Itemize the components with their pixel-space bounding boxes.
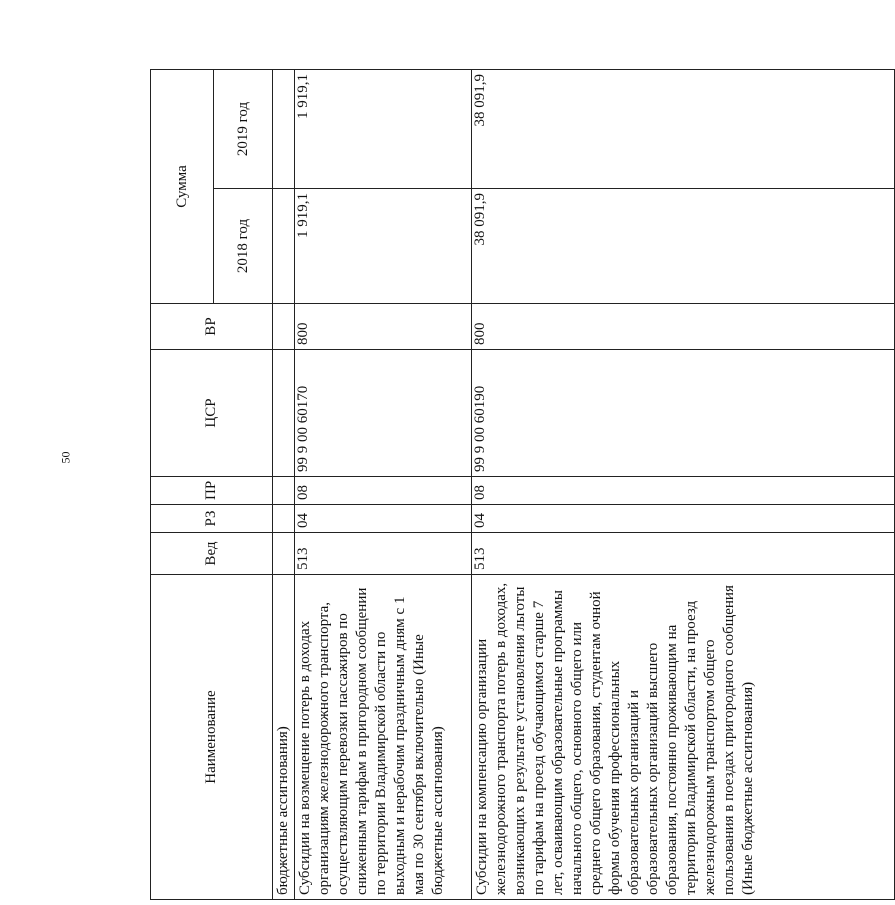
row-rz: 04 [472,505,895,533]
row-sum-2018: 38 091,9 [472,189,895,304]
table-row [295,69,472,899]
row-name: Субсидии на возмещение потерь в доходах организациям железнодорожного транспорта, осуществляющим перевозки пассажиров по сниженным тарифам в пригородном сообщении по территории Владимирской области по выходным и нерабочим праздничным дням с 1 мая по 30 сентября включительно (Иные бюджетные ассигнования) [295,575,472,900]
header-name: Наименование [151,575,273,900]
header-sum: Сумма [151,69,214,303]
header-pr: ПР [151,477,273,505]
header-csr: ЦСР [151,350,273,477]
row-pr: 08 [472,477,895,505]
header-vr: ВР [151,304,273,350]
row-sum-2019: 38 091,9 [472,69,895,188]
header-rz: РЗ [151,505,273,533]
row-ved: 513 [472,533,895,575]
page-number: 50 [58,451,73,464]
row-rz: 04 [295,505,472,533]
continuation-text: бюджетные ассигнования) [273,575,295,900]
row-name: Субсидии на компенсацию организации железнодорожного транспорта потерь в доходах, возникающих в результате установления льготы по тарифам на проезд обучающимся старше 7 лет, осваивающим образовательные программы начального общего, основного общего или среднего общего образования, студентам очной формы обучения профессиональных образовательных организаций и образовательных организаций высшего образования, постоянно проживающим на территории Владимирской области, на проезд железнодорожным транспортом общего пользования в поездах пригородного сообщения (Иные бюджетные ассигнования) [472,575,895,900]
row-sum-2018: 1 919,1 [295,189,472,304]
row-pr: 08 [295,477,472,505]
budget-table [150,69,895,900]
row-csr: 99 9 00 60190 [472,350,895,477]
header-ved: Вед [151,533,273,575]
continuation-row [273,69,295,899]
row-sum-2019: 1 919,1 [295,69,472,188]
row-vr: 800 [295,304,472,350]
row-csr: 99 9 00 60170 [295,350,472,477]
table-row [472,69,895,899]
row-ved: 513 [295,533,472,575]
header-year-2019: 2019 год [214,69,273,188]
row-vr: 800 [472,304,895,350]
budget-table-rotated [150,70,756,900]
header-year-2018: 2018 год [214,189,273,304]
